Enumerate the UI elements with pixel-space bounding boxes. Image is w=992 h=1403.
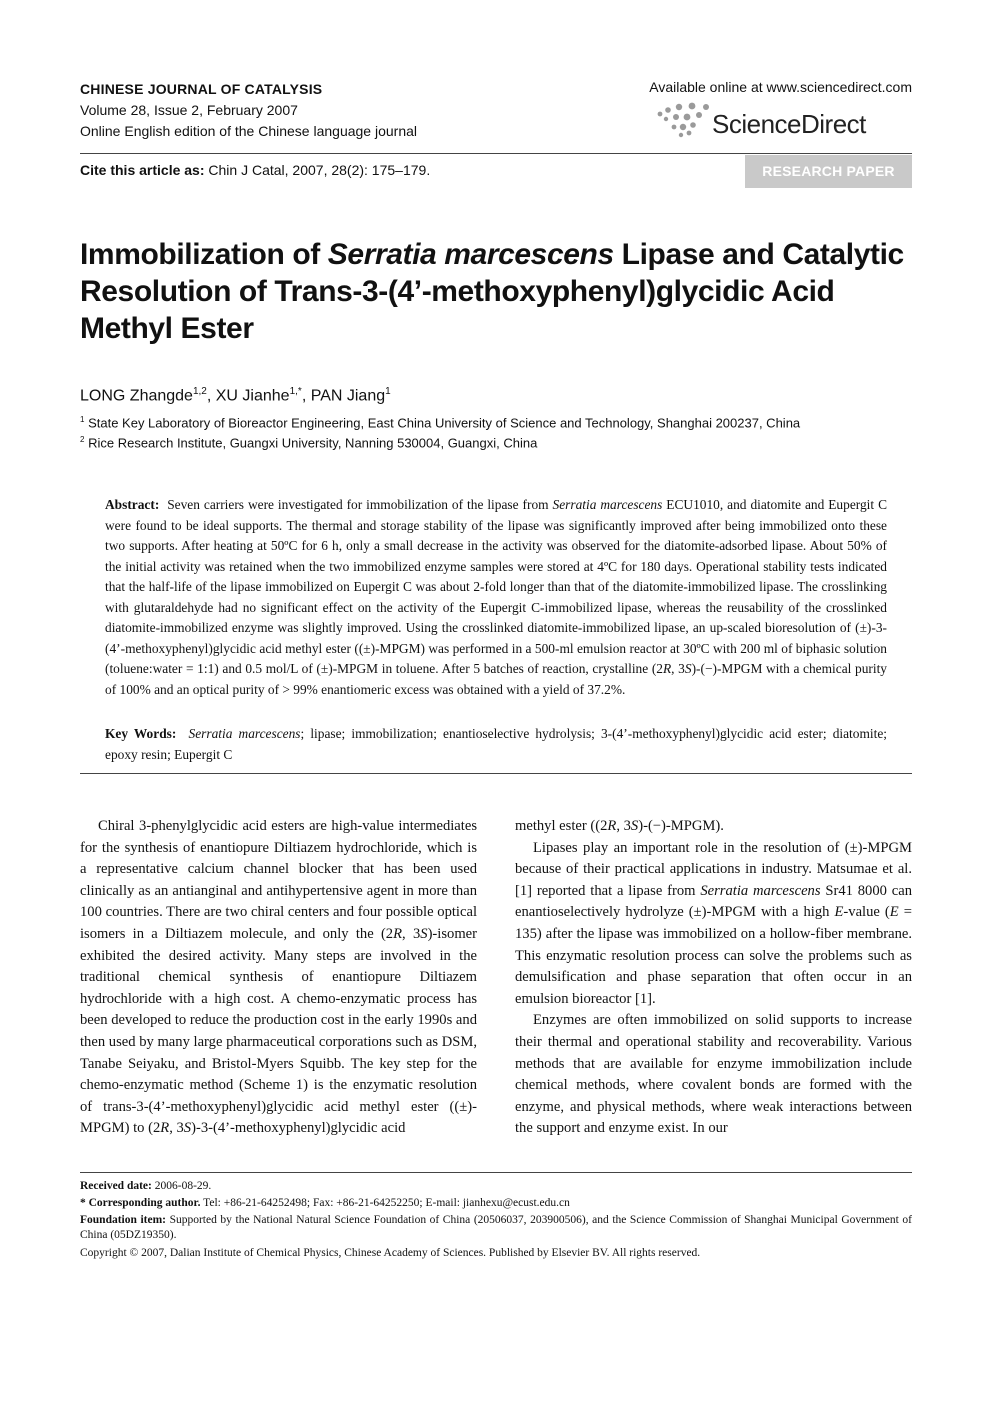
sciencedirect-logo-text[interactable]: ScienceDirect: [712, 109, 866, 139]
affiliation-text: Rice Research Institute, Guangxi University, Nanning 530004, Guangxi, China: [88, 435, 538, 451]
abstract-text: ECU1010, and diatomite and Eupergit C were found to be ideal supports. The thermal and storage stability of the lipase was significantly improved after being immobilized onto these two supports. After heating at 50ºC for 6 h, only a small decrease in the activity was observed for the diatomite-adsorbed lipase. About 50% of the initial activity was retained when the two immobilized enzyme samples were stored at 4ºC for 180 days. Operational stability tests indicated that the half-life of the lipase immobilized on Eupergit C was about 2-fold longer than that of the diatomite-immobilized lipase. The crosslinking with glutaraldehyde had no significant effect on the activity of the Eupergit C-immobilized lipase, whereas the reusability of the crosslinked diatomite-immobilized enzyme was slightly improved. Using the crosslinked diatomite-immobilized lipase, an up-scaled bioresolution of (±)-3-(4’-methoxyphenyl)glycidic acid methyl ester ((±)-MPGM) was performed in a 500-ml emulsion reactor at 30ºC with 200 ml of biphasic solution (toluene:water = 1:1) and 0.5 mol/L of (±)-MPGM in toluene. After 5 batches of reaction, crystalline (2: [105, 497, 887, 676]
affiliation-text: State Key Laboratory of Bioreactor Engineering, East China University of Science and Technology, Shanghai 200237, China: [88, 415, 801, 431]
foundation-item: [80, 1213, 912, 1243]
volume-line: Volume 28, Issue 2, February 2007: [80, 102, 298, 118]
text: )-(−)-MPGM).: [638, 818, 724, 834]
author-name[interactable]: LONG Zhangde: [80, 387, 193, 405]
received-value: 2006-08-29.: [151, 1180, 212, 1192]
text: -value (: [843, 904, 890, 921]
cite-text: Chin J Catal, 2007, 28(2): 175–179.: [208, 162, 431, 178]
foundation-text: Supported by the National Natural Science Foundation of China (20506037, 203900506), and the Science Commission of Shanghai Municipal Government of China (05DZ19350).: [80, 1214, 912, 1241]
corresponding-label: * Corresponding author.: [80, 1197, 201, 1209]
page-title: [80, 236, 920, 347]
abstract-label: Abstract:: [105, 497, 160, 512]
author-list: [80, 386, 391, 405]
key-words-text: ; lipase; immobilization; enantioselective hydrolysis; 3-(4’-methoxyphenyl)glycidic acid ester; diatomite; epoxy resin; Eupergit C: [105, 726, 887, 762]
italic: S: [630, 818, 639, 834]
text: Lipases play an important role in the resolution of (±)-MPGM because of their practical applications in industry. Matsumae et al. [1] reported that a lipase from: [515, 839, 912, 899]
header-rule: [80, 153, 912, 154]
affiliation-2: [80, 435, 537, 450]
abstract-species: Serratia marcescens: [552, 497, 663, 512]
body-column-right: [515, 816, 912, 1140]
italic: E: [834, 904, 844, 921]
received-label: Received date:: [80, 1180, 152, 1192]
italic: R: [393, 925, 403, 942]
corresponding-contact: Tel: +86-21-64252498; Fax: +86-21-64252250; E-mail: jianhexu@ecust.edu.cn: [200, 1197, 570, 1209]
copyright: Copyright © 2007, Dalian Institute of Chemical Physics, Chinese Academy of Sciences. Published by Elsevier BV. All rights reserved.: [80, 1247, 701, 1259]
author-sup: 1: [385, 386, 391, 397]
abstract-italic: S: [684, 661, 692, 676]
author-sep: ,: [301, 387, 311, 405]
affiliation-1: [80, 415, 800, 430]
text: = 135) after the lipase was immobilized on a hollow-fiber membrane. This enzymatic resolution process can solve the problems such as demulsification and phase separation that often occur in an emulsion bioreactor [1].: [515, 904, 912, 1007]
text: Sr41 8000 can enantioselectively hydrolyze (±)-MPGM with a high: [515, 882, 912, 921]
author-sep: ,: [206, 387, 216, 405]
text: )-isomer exhibited the desired activity. Many steps are involved in the traditional chemical synthesis of enantiopure Diltiazem hydrochloride with a high cost. A chemo-enzymatic process has been developed to reduce the production cost in the early 1990s and then used by many large pharmaceutical corporations such as DSM, Tanabe Seiyaku, and Bristol-Myers Squibb. The key step for the chemo-enzymatic method (Scheme 1) is the enzymatic resolution of trans-3-(4’-methoxyphenyl)glycidic acid methyl ester ((±)-MPGM) to (2: [80, 925, 478, 1137]
title-text-2: Lipase and Catalytic Resolution of Trans-3-(4’-methoxyphenyl)glycidic Acid Methyl Ester: [80, 238, 904, 345]
abstract-text: Seven carriers were investigated for immobilization of the lipase from: [167, 497, 553, 512]
edition-line: Online English edition of the Chinese language journal: [80, 123, 418, 139]
abstract: [105, 495, 887, 700]
title-species: Serratia marcescens: [327, 238, 614, 271]
key-words: [105, 724, 887, 765]
foundation-label: Foundation item:: [80, 1214, 166, 1226]
author-name[interactable]: PAN Jiang: [310, 387, 386, 405]
key-words-species: Serratia marcescens: [188, 726, 301, 741]
cite-line: [80, 162, 430, 178]
text: , 3: [616, 818, 631, 834]
text: , 3: [169, 1120, 184, 1137]
abstract-italic: R: [662, 661, 672, 676]
journal-name: CHINESE JOURNAL OF CATALYSIS: [80, 81, 323, 97]
paragraph: [80, 816, 477, 1140]
body-column-left: [80, 816, 477, 1140]
italic: E: [889, 904, 899, 921]
affiliation-sup: 1: [80, 415, 85, 424]
text: Enzymes are often immobilized on solid supports to increase their thermal and operational stability and recoverability. Various methods that are available for enzyme immobilization include chemical methods, where covalent bonds are formed with the enzyme, and physical methods, where weak interactions between the support and enzyme exist. In our: [515, 1012, 912, 1137]
author-name[interactable]: XU Jianhe: [215, 387, 290, 405]
abstract-rule: [80, 773, 912, 774]
cite-label: Cite this article as:: [80, 162, 205, 178]
key-words-label: Key Words:: [105, 726, 177, 741]
text: Chiral 3-phenylglycidic acid esters are high-value intermediates for the synthesis of enantiopure Diltiazem hydrochloride, which is a representative calcium channel blocker that has been used clinically as an antianginal and antihypertensive agent in more than 100 countries. There are two chiral centers and four possible optical isomers in a Diltiazem molecule, and only the (2: [80, 818, 477, 942]
received-date: [80, 1179, 912, 1194]
title-text-1: Immobilization of: [80, 238, 328, 271]
article-type-badge: RESEARCH PAPER: [745, 155, 912, 188]
paragraph: [515, 1010, 912, 1140]
text: methyl ester ((2: [515, 818, 608, 834]
text: )-3-(4’-methoxyphenyl)glycidic acid: [191, 1120, 406, 1137]
italic: R: [607, 818, 617, 834]
author-sup: 1,2: [192, 386, 207, 397]
text: , 3: [402, 925, 421, 942]
italic: S: [420, 925, 428, 942]
paragraph-continued: [515, 816, 912, 838]
author-sup: 1,*: [289, 386, 302, 397]
italic: R: [160, 1120, 170, 1137]
italic: Serratia marcescens: [700, 882, 821, 899]
abstract-text: )-(−)-MPGM with a chemical purity of 100% and an optical purity of > 99% enantiomeric excess was obtained with a yield of 37.2%.: [105, 661, 887, 697]
paragraph: [515, 838, 912, 1011]
italic: S: [183, 1120, 192, 1137]
footnote-rule: [80, 1172, 912, 1173]
affiliation-sup: 2: [80, 435, 85, 444]
corresponding-author: [80, 1196, 912, 1211]
available-online-link[interactable]: Available online at www.sciencedirect.com: [649, 79, 912, 95]
abstract-text: , 3: [671, 661, 685, 676]
